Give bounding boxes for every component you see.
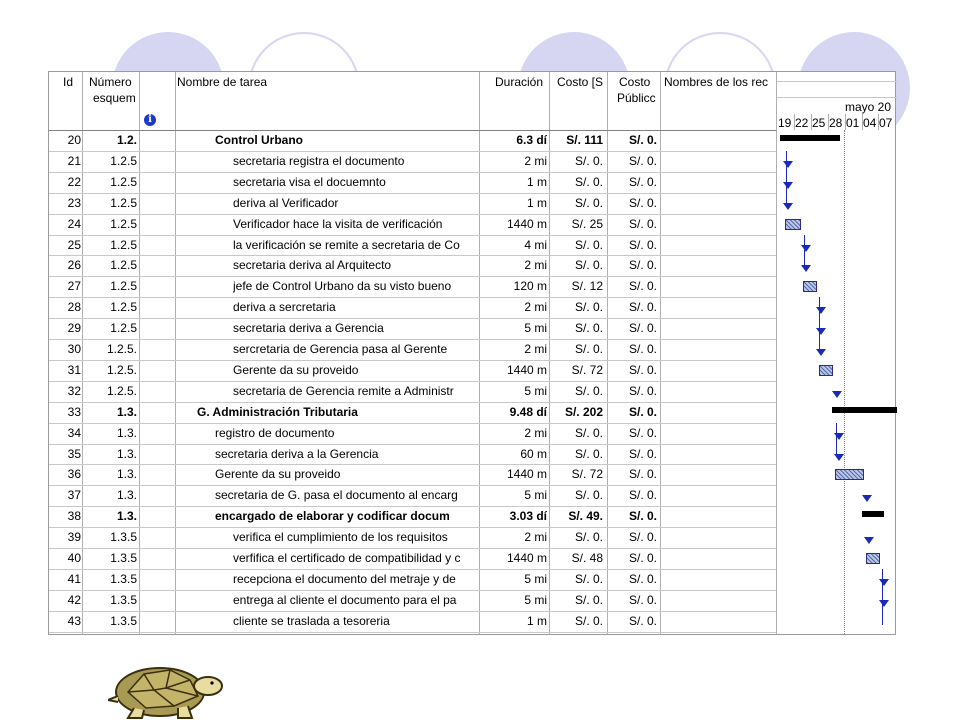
cell-id: 39 <box>67 530 81 545</box>
table-row[interactable] <box>49 130 776 151</box>
table-row[interactable] <box>49 172 776 193</box>
cell-num: 1.2. <box>116 133 137 147</box>
cell-name: entrega al cliente el documento para el pa <box>233 592 457 607</box>
gantt-day-label: 07 <box>879 116 893 130</box>
cell-dur: 2 mi <box>524 300 547 315</box>
cell-id: 22 <box>67 174 81 189</box>
gantt-milestone[interactable] <box>816 328 826 335</box>
header-duracion[interactable]: Duración <box>495 75 544 89</box>
gantt-day-label: 25 <box>812 116 826 130</box>
cell-dur: 2 mi <box>524 258 547 273</box>
cell-cost: S/. 0. <box>574 195 603 210</box>
cell-cost: S/. 0. <box>574 571 603 586</box>
cell-pub: S/. 0. <box>628 530 657 545</box>
cell-pub: S/. 0. <box>628 237 657 252</box>
cell-pub: S/. 0. <box>628 342 657 356</box>
cell-cost: S/. 0. <box>574 174 603 189</box>
gantt-task-bar[interactable] <box>819 365 833 376</box>
cell-num: 1.3. <box>116 404 137 419</box>
cell-name: G. Administración Tributaria <box>197 404 358 419</box>
cell-dur: 1 m <box>526 174 547 189</box>
cell-cost: S/. 12 <box>571 279 603 294</box>
cell-num: 1.2.5 <box>110 279 137 294</box>
table-row[interactable] <box>49 151 776 172</box>
cell-dur: 1440 m <box>506 362 547 377</box>
cell-pub: S/. 0. <box>628 551 657 565</box>
table-row[interactable] <box>49 464 776 485</box>
cell-cost: S/. 25 <box>571 216 603 231</box>
table-row[interactable] <box>49 527 776 548</box>
cell-name: secretaria deriva a la Gerencia <box>215 446 379 461</box>
table-row[interactable] <box>49 381 776 402</box>
table-row[interactable] <box>49 193 776 214</box>
cell-name: verfifica el certificado de compatibilidad y c <box>233 551 461 565</box>
cell-name: Gerente da su proveido <box>215 467 341 482</box>
cell-id: 32 <box>67 383 81 398</box>
cell-num: 1.2.5 <box>110 195 137 210</box>
cell-name: registro de documento <box>215 425 335 440</box>
cell-dur: 9.48 dí <box>509 404 547 419</box>
cell-name: cliente se traslada a tesoreria <box>233 613 390 628</box>
gantt-milestone[interactable] <box>801 245 811 252</box>
gantt-milestone[interactable] <box>862 495 872 502</box>
cell-dur: 2 mi <box>524 425 547 440</box>
cell-num: 1.2.5. <box>106 362 137 377</box>
cell-cost: S/. 0. <box>574 613 603 628</box>
cell-cost: S/. 72 <box>571 467 603 482</box>
header-costo-publico-2: Públicc <box>617 91 656 105</box>
gantt-milestone[interactable] <box>801 265 811 272</box>
cell-dur: 1440 m <box>506 551 547 565</box>
header-numero[interactable]: Número <box>89 75 132 89</box>
cell-name: secretaria visa el docuemnto <box>233 174 386 189</box>
cell-pub: S/. 0. <box>628 446 657 461</box>
table-row[interactable] <box>49 569 776 590</box>
cell-num: 1.2.5 <box>110 216 137 231</box>
header-costo[interactable]: Costo [S <box>557 75 604 89</box>
table-row[interactable] <box>49 423 776 444</box>
cell-id: 23 <box>67 195 81 210</box>
cell-name: Verificador hace la visita de verificación <box>233 216 443 231</box>
cell-name: recepciona el documento del metraje y de <box>233 571 456 586</box>
cell-dur: 1 m <box>526 613 547 628</box>
cell-cost: S/. 0. <box>574 592 603 607</box>
cell-cost: S/. 111 <box>566 133 603 147</box>
gantt-summary-bar[interactable] <box>832 407 897 413</box>
cell-pub: S/. 0. <box>628 153 657 168</box>
cell-num: 1.3.5 <box>110 613 137 628</box>
gantt-milestone[interactable] <box>879 579 889 586</box>
cell-num: 1.2.5 <box>110 237 137 252</box>
gantt-day-label: 22 <box>795 116 809 130</box>
cell-name: verifica el cumplimiento de los requisitos <box>233 530 448 545</box>
cell-name: Control Urbano <box>215 133 303 147</box>
cell-num: 1.2.5 <box>110 258 137 273</box>
gantt-summary-bar[interactable] <box>862 511 884 517</box>
cell-num: 1.3. <box>116 488 137 503</box>
cell-pub: S/. 0. <box>628 592 657 607</box>
cell-cost: S/. 0. <box>574 258 603 273</box>
header-nombre[interactable]: Nombre de tarea <box>177 75 268 89</box>
table-row[interactable] <box>49 506 776 527</box>
cell-num: 1.3.5 <box>110 571 137 586</box>
cell-dur: 3.03 dí <box>509 509 547 524</box>
cell-id: 35 <box>67 446 81 461</box>
cell-id: 33 <box>67 404 81 419</box>
cell-id: 21 <box>67 153 81 168</box>
gantt-milestone[interactable] <box>864 537 874 544</box>
cell-pub: S/. 0. <box>628 258 657 273</box>
cell-pub: S/. 0. <box>628 362 657 377</box>
turtle-illustration <box>108 656 228 720</box>
cell-num: 1.2.5. <box>106 342 137 356</box>
gantt-milestone[interactable] <box>783 161 793 168</box>
cell-pub: S/. 0. <box>628 174 657 189</box>
cell-num: 1.3. <box>116 467 137 482</box>
cell-num: 1.3.5 <box>110 530 137 545</box>
cell-cost: S/. 0. <box>574 446 603 461</box>
cell-cost: S/. 0. <box>574 383 603 398</box>
cell-pub: S/. 0. <box>628 133 657 147</box>
cell-pub: S/. 0. <box>628 321 657 336</box>
cell-pub: S/. 0. <box>628 279 657 294</box>
table-row[interactable] <box>49 548 776 569</box>
info-icon[interactable]: i <box>144 114 156 126</box>
table-row[interactable] <box>49 297 776 318</box>
cell-name: secretaria registra el documento <box>233 153 405 168</box>
gantt-chart <box>776 72 897 634</box>
gantt-milestone[interactable] <box>816 307 826 314</box>
table-row[interactable] <box>49 276 776 297</box>
header-costo-publico[interactable]: Costo <box>619 75 651 89</box>
cell-id: 26 <box>67 258 81 273</box>
table-row[interactable] <box>49 402 776 423</box>
cell-name: deriva a sercretaria <box>233 300 336 315</box>
cell-dur: 4 mi <box>524 237 547 252</box>
cell-id: 36 <box>67 467 81 482</box>
cell-id: 25 <box>67 237 81 252</box>
gantt-day-label: 01 <box>846 116 860 130</box>
cell-cost: S/. 0. <box>574 342 603 356</box>
table-row[interactable] <box>49 255 776 276</box>
header-recursos[interactable]: Nombres de los rec <box>664 75 769 89</box>
gantt-milestone[interactable] <box>783 182 793 189</box>
cell-num: 1.3.5 <box>110 592 137 607</box>
gantt-milestone[interactable] <box>783 203 793 210</box>
gantt-day-label: 19 <box>778 116 792 130</box>
cell-cost: S/. 0. <box>574 488 603 503</box>
cell-cost: S/. 0. <box>574 153 603 168</box>
table-row[interactable] <box>49 611 776 632</box>
cell-cost: S/. 0. <box>574 321 603 336</box>
cell-pub: S/. 0. <box>628 195 657 210</box>
cell-pub: S/. 0. <box>628 300 657 315</box>
table-row[interactable] <box>49 360 776 381</box>
cell-id: 27 <box>67 279 81 294</box>
table-row[interactable] <box>49 214 776 235</box>
gantt-task-bar[interactable] <box>785 219 801 230</box>
cell-name: deriva al Verificador <box>233 195 339 210</box>
table-row[interactable] <box>49 235 776 256</box>
cell-dur: 5 mi <box>524 571 547 586</box>
cell-num: 1.3. <box>116 425 137 440</box>
gantt-milestone[interactable] <box>832 391 842 398</box>
cell-name: encargado de elaborar y codificar docum <box>215 509 450 524</box>
gantt-milestone[interactable] <box>816 349 826 356</box>
cell-pub: S/. 0. <box>628 488 657 503</box>
cell-dur: 120 m <box>513 279 547 294</box>
cell-cost: S/. 202 <box>564 404 603 419</box>
gantt-task-bar[interactable] <box>803 281 817 292</box>
cell-dur: 1440 m <box>506 467 547 482</box>
header-id[interactable]: Id <box>63 75 74 89</box>
table-row[interactable] <box>49 444 776 465</box>
cell-id: 29 <box>67 321 81 336</box>
cell-dur: 2 mi <box>524 342 547 356</box>
cell-pub: S/. 0. <box>628 383 657 398</box>
cell-pub: S/. 0. <box>628 467 657 482</box>
cell-dur: 60 m <box>520 446 547 461</box>
cell-cost: S/. 0. <box>574 300 603 315</box>
cell-dur: 5 mi <box>524 592 547 607</box>
cell-dur: 5 mi <box>524 488 547 503</box>
table-row[interactable] <box>49 339 776 360</box>
table-row[interactable] <box>49 485 776 506</box>
cell-pub: S/. 0. <box>628 613 657 628</box>
cell-name: Gerente da su proveido <box>233 362 359 377</box>
cell-pub: S/. 0. <box>628 425 657 440</box>
cell-num: 1.2.5. <box>106 383 137 398</box>
cell-dur: 2 mi <box>524 530 547 545</box>
cell-id: 41 <box>67 571 81 586</box>
cell-name: secretaria de Gerencia remite a Administr <box>233 383 454 398</box>
cell-cost: S/. 0. <box>574 425 603 440</box>
cell-pub: S/. 0. <box>628 404 657 419</box>
cell-id: 40 <box>67 551 81 565</box>
cell-dur: 6.3 dí <box>516 133 547 147</box>
cell-cost: S/. 72 <box>571 362 603 377</box>
cell-id: 37 <box>67 488 81 503</box>
cell-cost: S/. 49. <box>568 509 603 524</box>
cell-num: 1.3. <box>116 446 137 461</box>
cell-id: 31 <box>67 362 81 377</box>
gantt-sheet <box>48 71 896 635</box>
gantt-day-label: 28 <box>829 116 843 130</box>
cell-pub: S/. 0. <box>628 216 657 231</box>
cell-cost: S/. 0. <box>574 530 603 545</box>
cell-num: 1.2.5 <box>110 300 137 315</box>
gantt-day-label: 04 <box>863 116 877 130</box>
cell-id: 42 <box>67 592 81 607</box>
gantt-milestone[interactable] <box>879 600 889 607</box>
gantt-task-bar[interactable] <box>866 553 880 564</box>
cell-num: 1.2.5 <box>110 321 137 336</box>
cell-id: 34 <box>67 425 81 440</box>
cell-dur: 1 m <box>526 195 547 210</box>
cell-name: la verificación se remite a secretaria de Co <box>233 237 460 252</box>
cell-id: 20 <box>67 133 81 147</box>
cell-id: 24 <box>67 216 81 231</box>
cell-id: 28 <box>67 300 81 315</box>
cell-dur: 5 mi <box>524 321 547 336</box>
cell-name: secretaria deriva al Arquitecto <box>233 258 392 273</box>
cell-cost: S/. 48 <box>571 551 603 565</box>
cell-id: 30 <box>67 342 81 356</box>
cell-pub: S/. 0. <box>628 509 657 524</box>
cell-name: sercretaria de Gerencia pasa al Gerente <box>233 342 448 356</box>
cell-num: 1.3.5 <box>110 551 137 565</box>
cell-dur: 2 mi <box>524 153 547 168</box>
header-numero-2: esquem <box>93 91 136 105</box>
cell-name: secretaria deriva a Gerencia <box>233 321 384 336</box>
cell-pub: S/. 0. <box>628 571 657 586</box>
table-row[interactable] <box>49 318 776 339</box>
cell-num: 1.2.5 <box>110 174 137 189</box>
cell-name: jefe de Control Urbano da su visto bueno <box>233 279 452 294</box>
cell-dur: 1440 m <box>506 216 547 231</box>
gantt-task-bar[interactable] <box>835 469 864 480</box>
cell-num: 1.2.5 <box>110 153 137 168</box>
table-row[interactable] <box>49 590 776 611</box>
cell-name: secretaria de G. pasa el documento al encarg <box>215 488 458 503</box>
cell-cost: S/. 0. <box>574 237 603 252</box>
cell-id: 43 <box>67 613 81 628</box>
cell-id: 38 <box>67 509 81 524</box>
gantt-summary-bar[interactable] <box>780 135 840 141</box>
cell-dur: 5 mi <box>524 383 547 398</box>
gantt-month: mayo 20 <box>845 100 892 114</box>
cell-num: 1.3. <box>116 509 137 524</box>
